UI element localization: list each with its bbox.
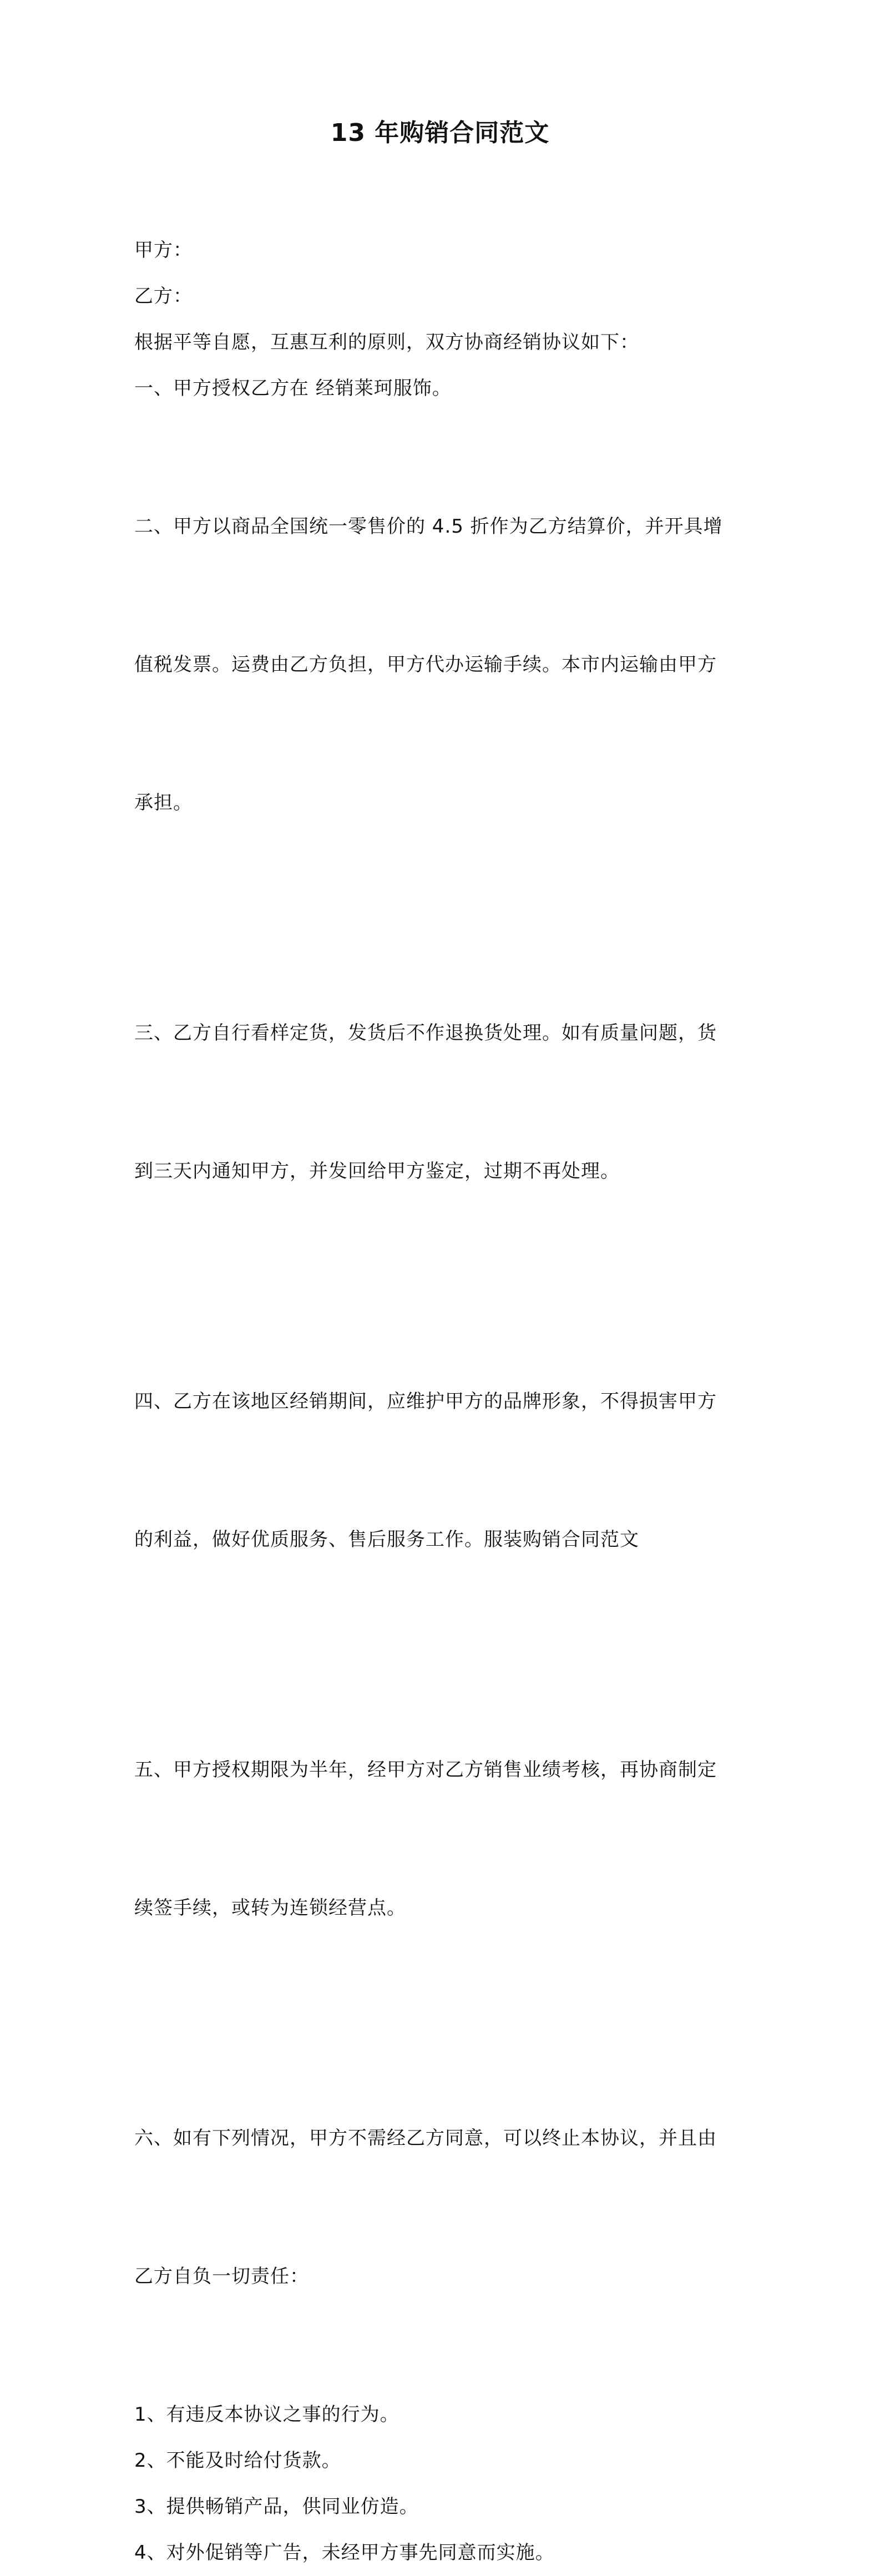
- clause-3: [134, 918, 753, 1287]
- party-a-line: 甲方：: [134, 239, 193, 261]
- clause-4-line: 四、乙方在该地区经销期间，应维护甲方的品牌形象，不得损害甲方: [134, 1390, 717, 1413]
- list-item: 4、对外促销等广告，未经甲方事先同意而实施。: [134, 2542, 555, 2564]
- list-item: 1、有违反本协议之事的行为。: [134, 2403, 399, 2426]
- clause-1: 一、甲方授权乙方在 经销莱珂服饰。: [134, 377, 452, 399]
- clause-2-line: 二、甲方以商品全国统一零售价的 4.5 折作为乙方结算价，并开具增: [134, 515, 723, 538]
- list-item: 2、不能及时给付货款。: [134, 2450, 341, 2472]
- clause-3-line: 三、乙方自行看样定货，发货后不作退换货处理。如有质量问题，货: [134, 1022, 717, 1044]
- clause-6-line: 六、如有下列情况，甲方不需经乙方同意，可以终止本协议，并且由: [134, 2127, 717, 2149]
- clause-2: [134, 412, 753, 918]
- intro-paragraph: 根据平等自愿，互惠互利的原则，双方协商经销协议如下：: [134, 331, 639, 353]
- clause-6-line: 乙方自负一切责任：: [134, 2265, 309, 2287]
- document-title: 13 年购销合同范文: [330, 119, 550, 147]
- clause-5-line: 续签手续，或转为连锁经营点。: [134, 1897, 406, 1919]
- clause-2-line: 值税发票。运费由乙方负担，甲方代办运输手续。本市内运输由甲方: [134, 654, 717, 676]
- clause-4: [134, 1287, 753, 1655]
- clause-3-line: 到三天内通知甲方，并发回给甲方鉴定，过期不再处理。: [134, 1160, 620, 1182]
- clause-6: [134, 2023, 753, 2392]
- party-b-line: 乙方：: [134, 285, 193, 307]
- clause-5-line: 五、甲方授权期限为半年，经甲方对乙方销售业绩考核，再协商制定: [134, 1759, 717, 1781]
- list-item: 3、提供畅销产品，供同业仿造。: [134, 2496, 419, 2518]
- clause-2-line: 承担。: [134, 792, 193, 814]
- clause-4-line: 的利益，做好优质服务、售后服务工作。服装购销合同范文: [134, 1529, 639, 1551]
- document-body: [134, 227, 753, 2576]
- clause-5: [134, 1655, 753, 2023]
